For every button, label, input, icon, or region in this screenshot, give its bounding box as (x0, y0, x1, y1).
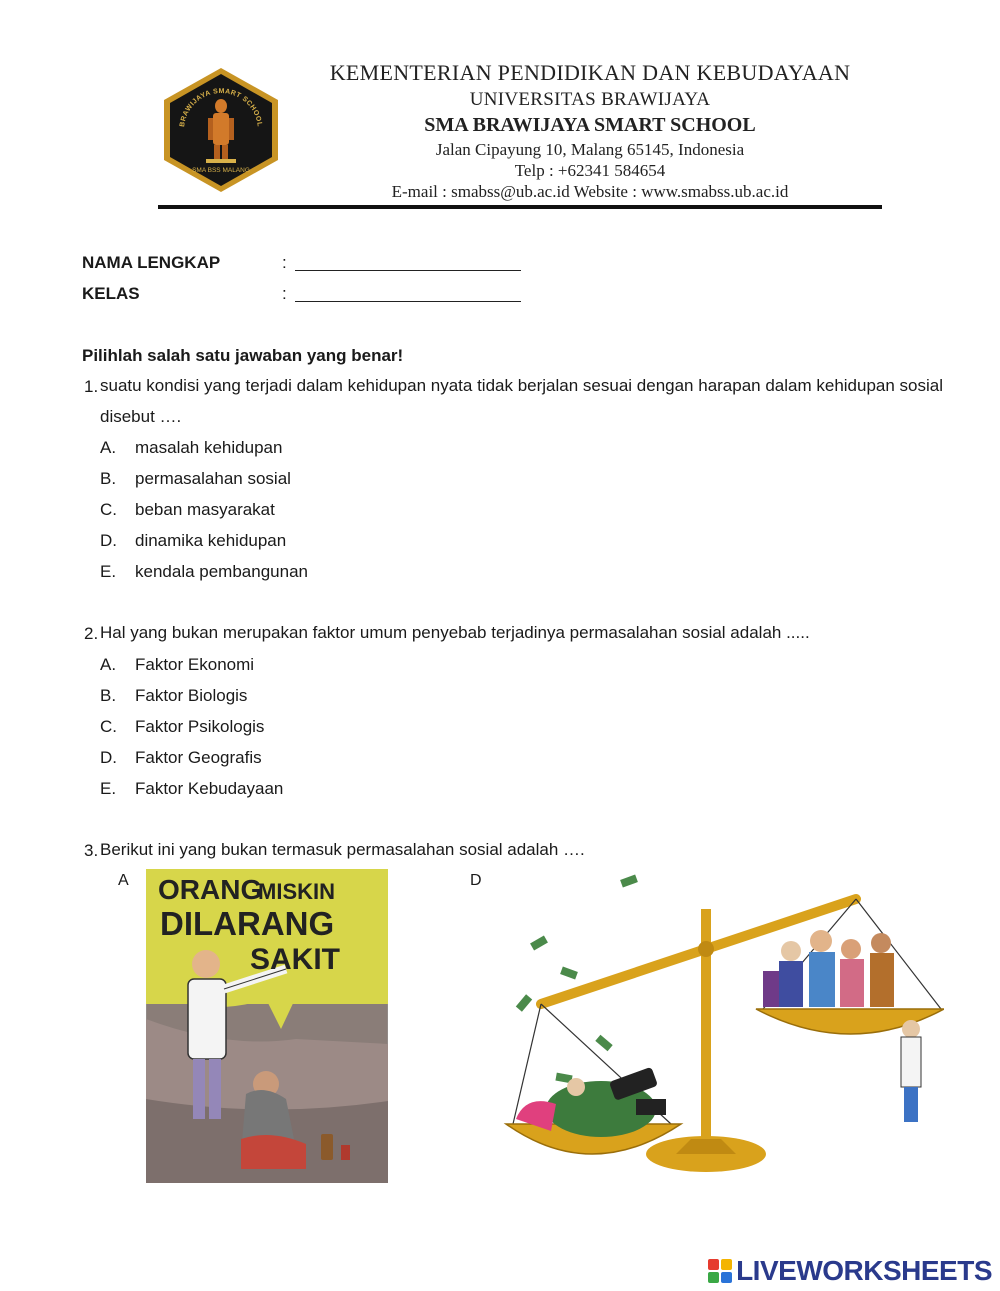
question-3-number: 3. (84, 841, 99, 860)
liveworksheets-wordmark: LIVEWORKSHEETS (736, 1255, 992, 1286)
question-2-option-c[interactable] (100, 717, 264, 737)
header-contact: E-mail : smabss@ub.ac.id Website : www.smabss.ub.ac.id (391, 182, 789, 201)
liveworksheets-logo-icon (708, 1259, 732, 1283)
header-divider (158, 205, 882, 209)
question-1-option-d[interactable] (100, 531, 286, 551)
header-phone: Telp : +62341 584654 (514, 161, 666, 180)
svg-text:BRAWIJAYA SMART SCHOOL: BRAWIJAYA SMART SCHOOL (179, 87, 263, 128)
poster-line-2: MISKIN (258, 879, 335, 904)
question-2-option-b[interactable] (100, 686, 247, 706)
question-2-number: 2. (84, 624, 99, 643)
question-1-option-e[interactable] (100, 562, 308, 582)
option-letter: E. (100, 562, 117, 581)
question-2-option-a[interactable] (100, 655, 254, 675)
question-1-option-c[interactable] (100, 500, 275, 520)
header-address: Jalan Cipayung 10, Malang 65145, Indonesia (435, 140, 745, 159)
poster-line-1: ORANG (158, 874, 263, 905)
option-letter: D. (100, 748, 117, 767)
poster-image-option-a[interactable] (146, 869, 388, 1183)
option-text: Faktor Ekonomi (135, 655, 255, 674)
option-text: Faktor Biologis (135, 686, 248, 705)
liveworksheets-brand (708, 1254, 992, 1288)
class-colon: : (282, 284, 287, 303)
question-1-option-b[interactable] (100, 469, 291, 489)
logo-bottom-text: SMA BSS MALANG (192, 167, 250, 174)
option-text: Faktor Psikologis (135, 717, 265, 736)
option-letter: B. (100, 469, 117, 488)
name-blank-field[interactable] (295, 270, 521, 271)
question-1-number: 1. (84, 377, 99, 396)
question-2-option-d[interactable] (100, 748, 262, 768)
scale-cartoon-image-option-d[interactable] (501, 869, 944, 1183)
question-3-text: Berikut ini yang bukan termasuk permasalahan sosial adalah …. (100, 840, 585, 859)
question-2-text: Hal yang bukan merupakan faktor umum penyebab terjadinya permasalahan sosial adalah ..... (100, 623, 810, 642)
option-letter: C. (100, 500, 117, 519)
question-1-option-a[interactable] (100, 438, 282, 458)
option-letter: E. (100, 779, 117, 798)
instruction-text: Pilihlah salah satu jawaban yang benar! (82, 346, 404, 365)
option-text: masalah kehidupan (135, 438, 283, 457)
image-d-label: D (470, 872, 482, 889)
option-letter: C. (100, 717, 117, 736)
option-text: beban masyarakat (135, 500, 275, 519)
question-2-option-e[interactable] (100, 779, 283, 799)
image-a-label: A (118, 872, 129, 889)
class-label: KELAS (82, 284, 140, 303)
question-1-text: suatu kondisi yang terjadi dalam kehidupan nyata tidak berjalan sesuai dengan harapan dalam kehidupan sosial disebut …. (100, 376, 944, 426)
option-text: Faktor Kebudayaan (135, 779, 284, 798)
option-text: Faktor Geografis (135, 748, 262, 767)
option-text: dinamika kehidupan (135, 531, 287, 550)
poster-line-4: SAKIT (250, 943, 340, 976)
header-ministry: KEMENTERIAN PENDIDIKAN DAN KEBUDAYAAN (329, 60, 851, 85)
name-colon: : (282, 253, 287, 272)
class-blank-field[interactable] (295, 301, 521, 302)
option-letter: A. (100, 655, 117, 674)
option-letter: B. (100, 686, 117, 705)
header-school-name: SMA BRAWIJAYA SMART SCHOOL (424, 114, 756, 136)
option-letter: A. (100, 438, 117, 457)
name-label: NAMA LENGKAP (82, 253, 221, 272)
school-logo (158, 66, 284, 194)
option-text: kendala pembangunan (135, 562, 308, 581)
option-text: permasalahan sosial (135, 469, 291, 488)
header-university: UNIVERSITAS BRAWIJAYA (469, 89, 711, 110)
option-letter: D. (100, 531, 117, 550)
poster-line-3: DILARANG (160, 905, 335, 942)
